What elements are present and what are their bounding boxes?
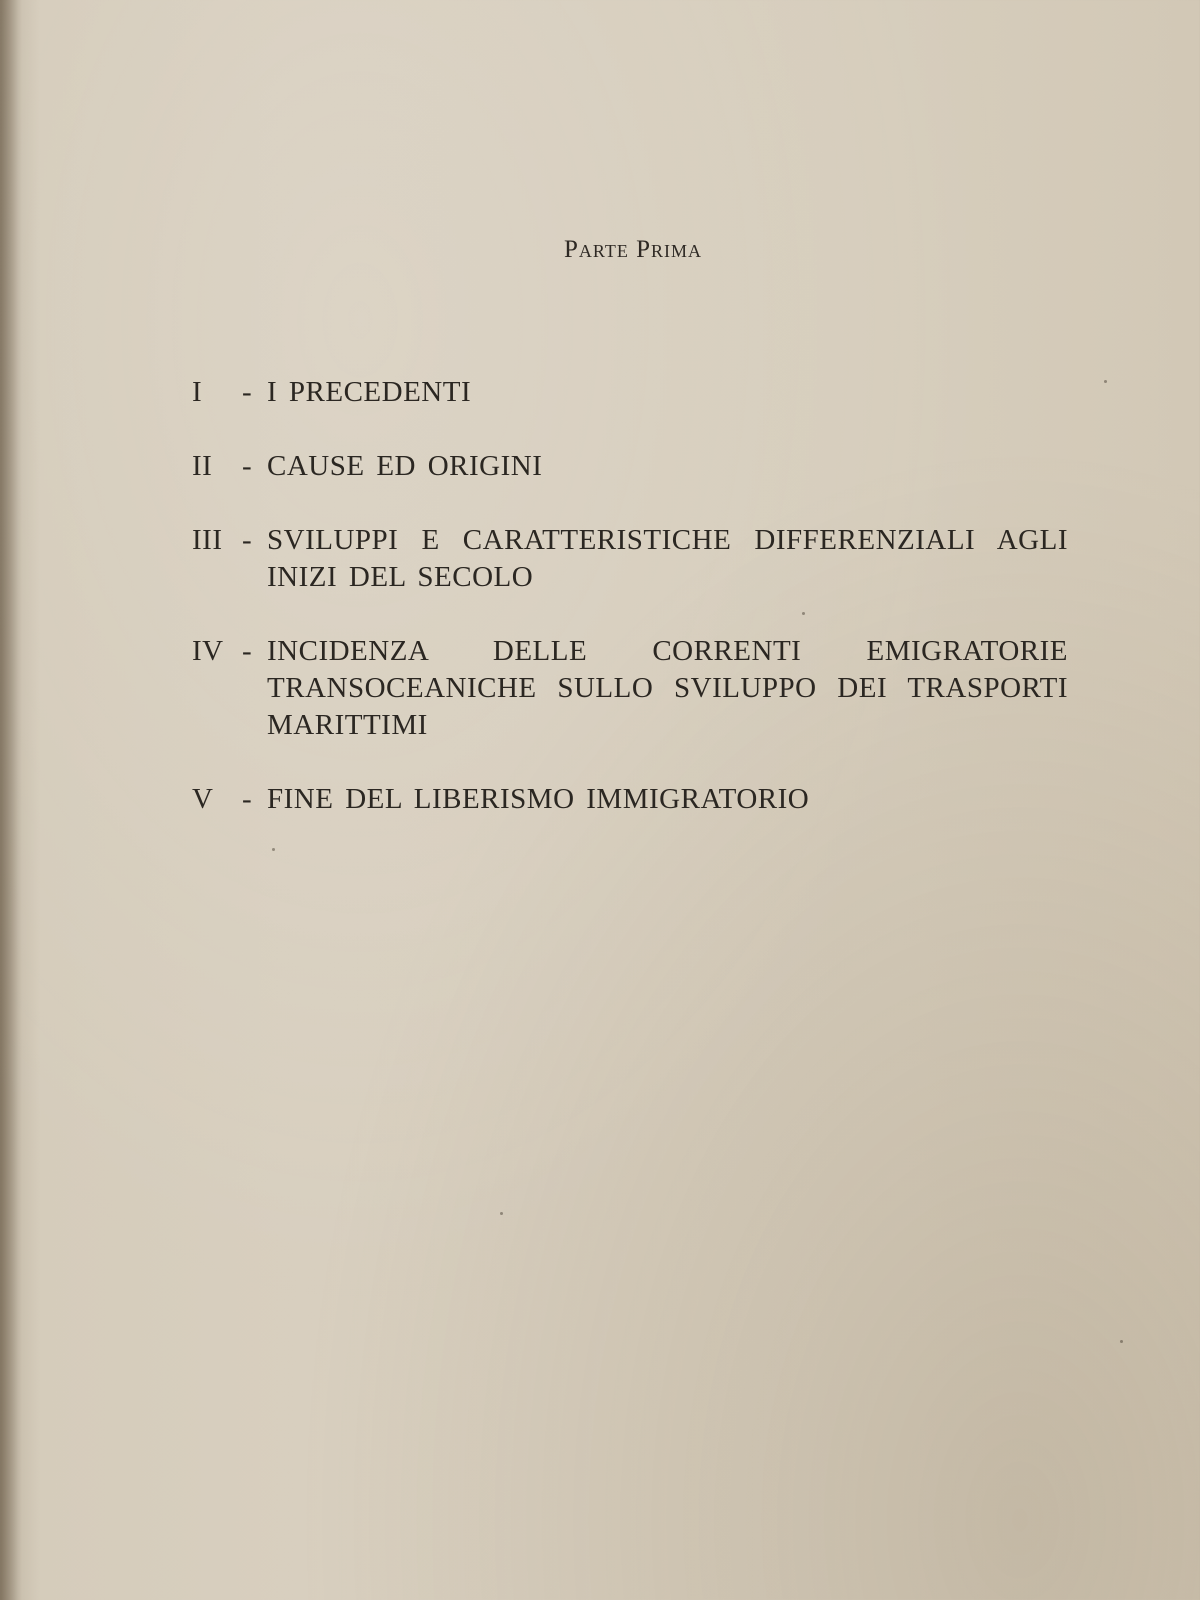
paper-speck (500, 1212, 503, 1215)
separator: - (242, 524, 253, 556)
toc-entry-4 (192, 633, 1068, 744)
separator: - (242, 450, 253, 482)
chapter-numeral: IV (192, 635, 224, 667)
paper-speck (1104, 380, 1107, 383)
chapter-title: I PRECEDENTI (267, 376, 472, 408)
separator: - (242, 376, 253, 408)
chapter-title: CAUSE ED ORIGINI (267, 450, 543, 482)
toc-entry-2 (192, 448, 1068, 485)
part-title: Parte Prima (564, 236, 702, 263)
paper-speck (1120, 1340, 1123, 1343)
paper-speck (272, 848, 275, 851)
separator: - (242, 783, 253, 815)
chapter-title: SVILUPPI E CARATTERISTICHE DIFFERENZIALI AGLI INIZI DEL SECOLO (267, 524, 1068, 593)
table-of-contents (192, 374, 1068, 855)
chapter-title: FINE DEL LIBERISMO IMMIGRATORIO (267, 783, 810, 815)
toc-entry-1 (192, 374, 1068, 411)
chapter-numeral: II (192, 450, 213, 482)
separator: - (242, 635, 253, 667)
paper-speck (802, 612, 805, 615)
toc-entry-3 (192, 522, 1068, 596)
toc-entry-5 (192, 781, 1068, 818)
chapter-numeral: III (192, 524, 223, 556)
chapter-numeral: V (192, 783, 214, 815)
chapter-numeral: I (192, 376, 203, 408)
chapter-title: INCIDENZA DELLE CORRENTI EMIGRATORIE TRANSOCEANICHE SULLO SVILUPPO DEI TRASPORTI MARITTIMI (267, 635, 1068, 741)
